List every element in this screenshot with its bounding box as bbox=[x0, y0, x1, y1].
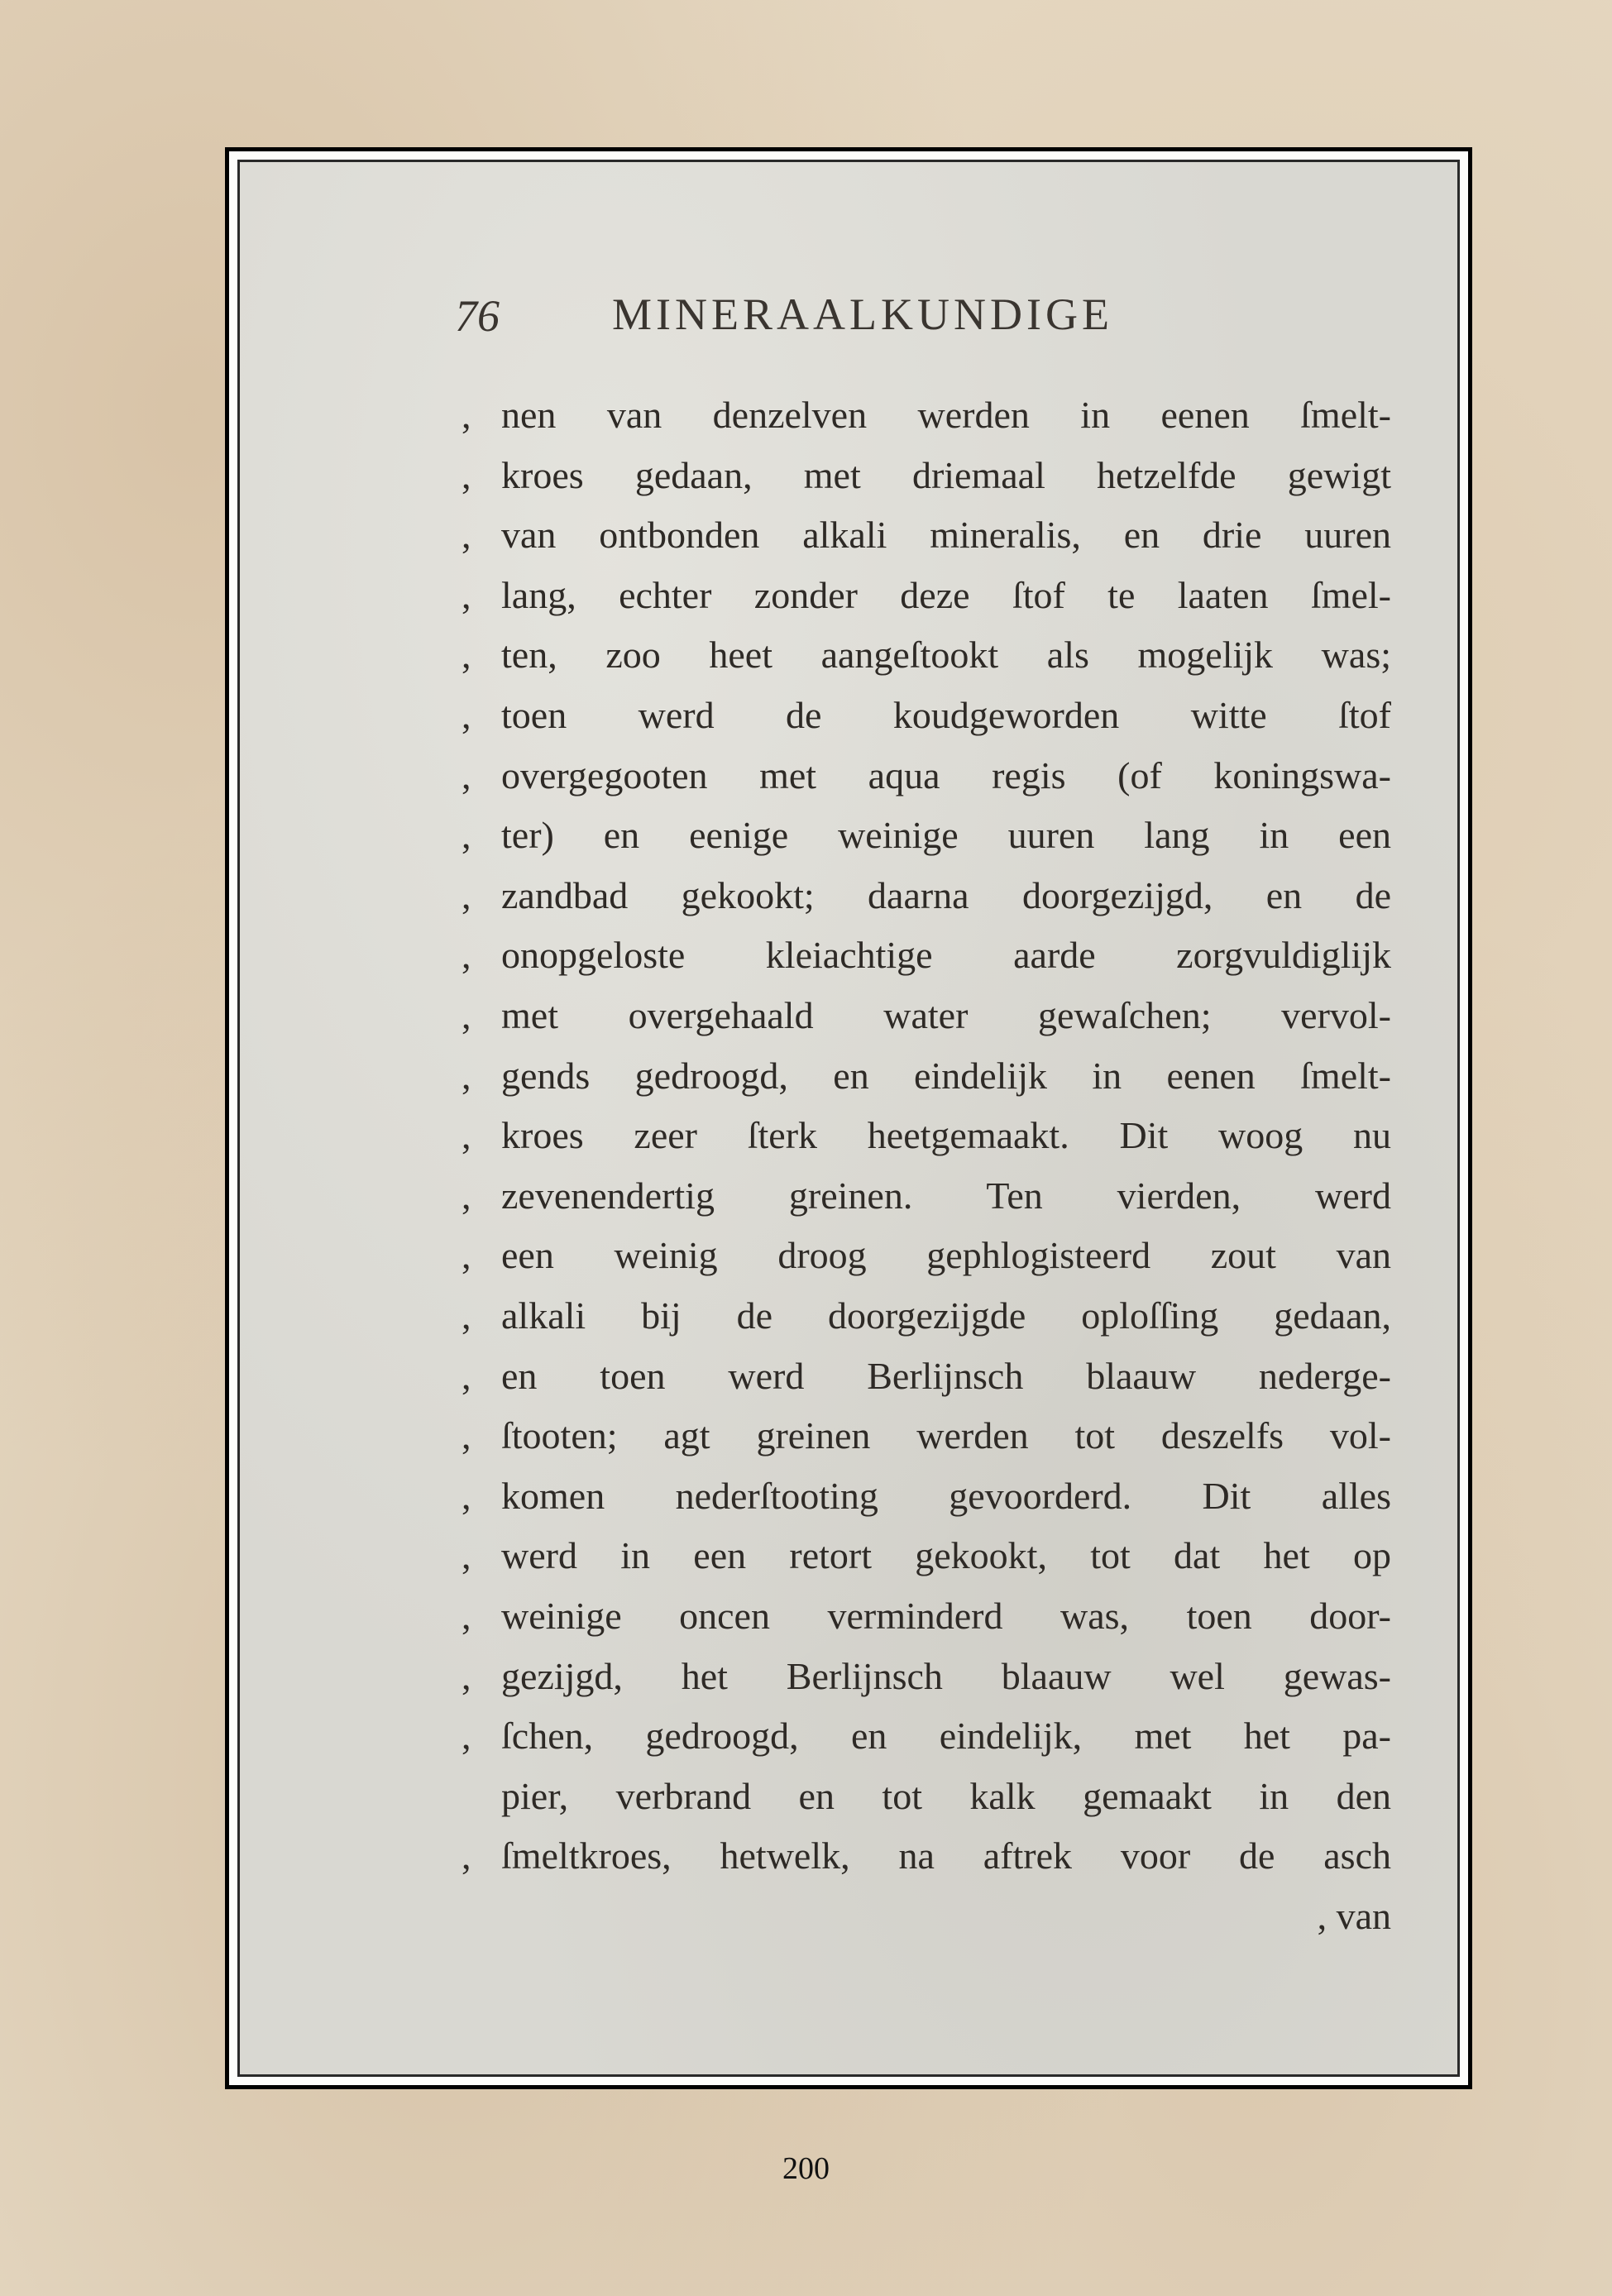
text-line: van ontbonden alkali mineralis, en drie uuren bbox=[501, 514, 1391, 557]
text-line: ſchen, gedroogd, en eindelijk, met het pa- bbox=[501, 1715, 1391, 1758]
line-quote-mark: , bbox=[462, 453, 471, 496]
text-line: gends gedroogd, en eindelijk in eenen ſmelt- bbox=[501, 1054, 1391, 1097]
line-quote-mark: , bbox=[462, 1354, 471, 1397]
text-line: ſtooten; agt greinen werden tot deszelfs vol- bbox=[501, 1414, 1391, 1457]
line-quote-mark: , bbox=[462, 994, 471, 1036]
line-quote-mark: , bbox=[462, 1294, 471, 1337]
line-quote-mark: , bbox=[462, 1114, 471, 1157]
text-line: en toen werd Berlijnsch blaauw nederge- bbox=[501, 1354, 1391, 1397]
text-line: met overgehaald water gewaſchen; vervol- bbox=[501, 994, 1391, 1036]
line-quote-mark: , bbox=[462, 1414, 471, 1457]
line-quote-mark: , bbox=[462, 634, 471, 677]
text-line: pier, verbrand en tot kalk gemaakt in den bbox=[501, 1774, 1391, 1817]
line-quote-mark: , bbox=[462, 1234, 471, 1277]
scan-frame bbox=[225, 147, 1472, 2089]
original-page-number: 76 bbox=[455, 291, 500, 341]
line-quote-mark: , bbox=[462, 394, 471, 436]
running-head: MINERAALKUNDIGE bbox=[612, 289, 1113, 339]
line-quote-mark: , bbox=[462, 1474, 471, 1517]
line-quote-mark: , bbox=[462, 1054, 471, 1097]
text-line: ter) en eenige weinige uuren lang in een bbox=[501, 814, 1391, 857]
text-line: komen nederſtooting gevoorderd. Dit alles bbox=[501, 1474, 1391, 1517]
body-text bbox=[240, 162, 1457, 2074]
text-line: nen van denzelven werden in eenen ſmelt- bbox=[501, 394, 1391, 436]
text-line: gezijgd, het Berlijnsch blaauw wel gewas- bbox=[501, 1654, 1391, 1697]
text-line: weinige oncen verminderd was, toen door- bbox=[501, 1595, 1391, 1637]
line-quote-mark: , bbox=[462, 934, 471, 977]
line-quote-mark: , bbox=[462, 573, 471, 616]
text-line: ſmeltkroes, hetwelk, na aftrek voor de asch bbox=[501, 1834, 1391, 1877]
line-quote-mark: , bbox=[462, 1534, 471, 1577]
line-quote-mark bbox=[462, 1767, 486, 1826]
scanned-page bbox=[237, 160, 1460, 2077]
line-quote-mark: , bbox=[462, 514, 471, 557]
text-line: onopgeloste kleiachtige aarde zorgvuldiglijk bbox=[501, 934, 1391, 977]
footer-page-number: 200 bbox=[782, 2151, 830, 2186]
line-quote-mark: , bbox=[462, 1174, 471, 1217]
line-quote-mark: , bbox=[462, 753, 471, 796]
text-line: zevenendertig greinen. Ten vierden, werd bbox=[501, 1174, 1391, 1217]
text-line: ten, zoo heet aangeſtookt als mogelijk was; bbox=[501, 634, 1391, 677]
catchword: , van bbox=[1317, 1895, 1391, 1937]
text-line: overgegooten met aqua regis (of koningswa- bbox=[501, 753, 1391, 796]
text-line: werd in een retort gekookt, tot dat het op bbox=[501, 1534, 1391, 1577]
line-quote-mark: , bbox=[462, 694, 471, 736]
line-quote-mark: , bbox=[462, 814, 471, 857]
line-quote-mark: , bbox=[462, 1595, 471, 1637]
text-line: lang, echter zonder deze ſtof te laaten ſmel- bbox=[501, 573, 1391, 616]
text-line: kroes gedaan, met driemaal hetzelfde gewigt bbox=[501, 453, 1391, 496]
text-line: zandbad gekookt; daarna doorgezijgd, en de bbox=[501, 873, 1391, 916]
line-quote-mark: , bbox=[462, 1654, 471, 1697]
line-quote-mark: , bbox=[462, 1715, 471, 1758]
scan-frame-inner bbox=[229, 151, 1468, 2085]
line-quote-mark: , bbox=[462, 1834, 471, 1877]
text-line: alkali bij de doorgezijgde oploſſing gedaan, bbox=[501, 1294, 1391, 1337]
text-line: toen werd de koudgeworden witte ſtof bbox=[501, 694, 1391, 736]
text-line: een weinig droog gephlogisteerd zout van bbox=[501, 1234, 1391, 1277]
text-line: kroes zeer ſterk heetgemaakt. Dit woog nu bbox=[501, 1114, 1391, 1157]
line-quote-mark: , bbox=[462, 873, 471, 916]
